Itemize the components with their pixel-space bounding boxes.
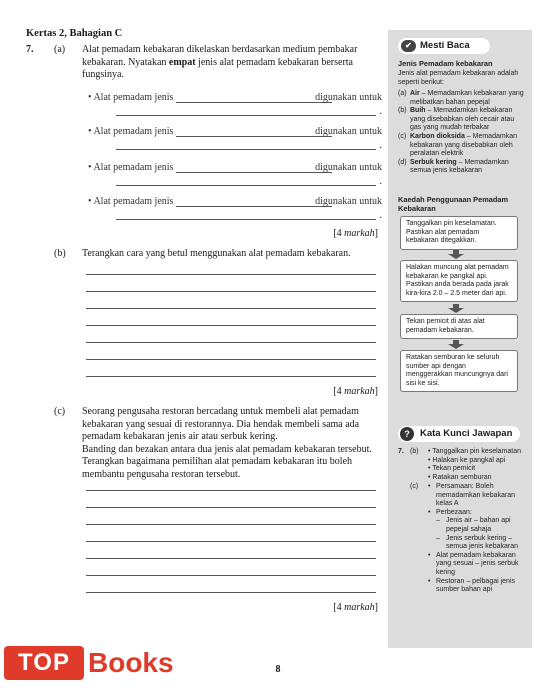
bullet-suffix: digunakan untuk xyxy=(315,126,382,137)
answer-line[interactable] xyxy=(86,524,376,525)
answer-line[interactable] xyxy=(86,308,376,309)
answer-line[interactable] xyxy=(176,206,332,207)
answer-line[interactable] xyxy=(86,274,376,275)
jenis-list xyxy=(398,90,526,176)
answer-line[interactable] xyxy=(86,592,376,593)
bullet-label: • Alat pemadam jenis xyxy=(88,126,174,137)
logo-top: TOP xyxy=(4,646,84,680)
part-c-paragraph-2: Banding dan bezakan antara dua jenis alat pemadam kebakaran tersebut. Terangkan bagaimana pemilihan alat pemadam kebakaran itu boleh membantu pengusaha restoran tersebut. xyxy=(82,443,372,480)
answer-c-label: (c) xyxy=(410,483,419,490)
bullet-end: . xyxy=(379,210,382,221)
answer-item: • Tanggalkan pin keselamatan xyxy=(428,448,522,455)
answer-line[interactable] xyxy=(116,115,376,116)
answer-line[interactable] xyxy=(86,376,376,377)
bullet-row-4 xyxy=(88,196,382,220)
answer-line[interactable] xyxy=(116,185,376,186)
answer-line[interactable] xyxy=(86,490,376,491)
step-4: Ratakan semburan ke seluruh sumber api dengan menggerakkan muncungnya dari sisi ke sisi. xyxy=(400,350,518,392)
answer-line[interactable] xyxy=(86,359,376,360)
part-c-label: (c) xyxy=(54,406,66,417)
down-arrow-icon xyxy=(448,340,464,349)
down-arrow-icon xyxy=(448,250,464,259)
answer-item: • Restoran – pelbagai jenis sumber bahan api xyxy=(428,577,515,594)
logo-books: Books xyxy=(88,647,174,678)
topbooks-logo xyxy=(4,642,184,682)
answer-item: • Alat pemadam kebakaran yang sesuai – jenis serbuk kering xyxy=(428,551,519,576)
kata-kunci-header: ? Kata Kunci Jawapan xyxy=(398,426,520,442)
answer-line[interactable] xyxy=(86,575,376,576)
part-a-label: (a) xyxy=(54,44,66,55)
answer-number: 7. xyxy=(398,448,404,455)
bullet-row-3 xyxy=(88,162,382,186)
bullet-suffix: digunakan untuk xyxy=(315,92,382,103)
jenis-intro: Jenis alat pemadam kebakaran adalah seperti berikut: xyxy=(398,70,519,86)
down-arrow-icon xyxy=(448,304,464,313)
step-3: Tekan pemicit di atas alat pemadam kebakaran. xyxy=(400,314,518,339)
question-7 xyxy=(26,44,382,624)
answer-line[interactable] xyxy=(176,136,332,137)
answer-line[interactable] xyxy=(86,558,376,559)
answer-line[interactable] xyxy=(116,149,376,150)
answer-line[interactable] xyxy=(86,325,376,326)
part-c-marks: [4 markah] xyxy=(333,602,378,613)
part-c-text xyxy=(82,406,382,481)
bullet-suffix: digunakan untuk xyxy=(315,162,382,173)
answer-item: – Jenis air – bahan api pepejal sahaja xyxy=(436,517,511,533)
bullet-end: . xyxy=(379,176,382,187)
answer-b-list xyxy=(428,448,526,482)
mesti-baca-header: ✔ Mesti Baca xyxy=(398,38,490,54)
answer-line[interactable] xyxy=(86,342,376,343)
bullet-suffix: digunakan untuk xyxy=(315,196,382,207)
answer-line[interactable] xyxy=(86,291,376,292)
answer-item: – Jenis serbuk kering – semua jenis kebakaran xyxy=(436,534,518,551)
part-b-marks: [4 markah] xyxy=(333,386,378,397)
key-icon: ? xyxy=(400,427,414,441)
bullet-label: • Alat pemadam jenis xyxy=(88,162,174,173)
list-item: (c) Karbon dioksida – Memadamkan kebakaran yang disebabkan oleh peralatan elektrik xyxy=(398,132,517,158)
bullet-row-2 xyxy=(88,126,382,150)
jenis-title: Jenis Pemadam kebakaran xyxy=(398,59,493,68)
bullet-label: • Alat pemadam jenis xyxy=(88,196,174,207)
sidebar xyxy=(388,30,532,648)
section-title: Kertas 2, Bahagian C xyxy=(26,28,123,39)
kaedah-title: Kaedah Penggunaan Pemadam Kebakaran xyxy=(398,195,509,213)
answer-item: • Persamaan: Boleh memadamkan kebakaran kelas A xyxy=(428,483,515,508)
check-icon: ✔ xyxy=(401,40,416,52)
answer-item: • Halakan ke pangkal api xyxy=(428,456,506,464)
bold-keyword: empat xyxy=(168,56,196,68)
page-number: 8 xyxy=(275,664,281,675)
question-number: 7. xyxy=(26,44,34,55)
answer-line[interactable] xyxy=(116,219,376,220)
answer-line[interactable] xyxy=(86,541,376,542)
step-2: Halakan muncung alat pemadam kebakaran ke pangkal api. Pastikan anda berada pada jarak kira-kira 2.0 – 2.5 meter dari api. xyxy=(400,260,518,302)
bullet-end: . xyxy=(379,140,382,151)
answer-b-label: (b) xyxy=(410,448,419,455)
answer-item: • Ratakan semburan xyxy=(428,473,492,481)
list-item: (b) Buih – Memadamkan kebakaran yang disebabkan oleh cecair atau gas yang mudah terbakar xyxy=(398,107,515,132)
bullet-end: . xyxy=(379,106,382,117)
answer-item: • Perbezaan: xyxy=(428,508,472,516)
step-1: Tanggalkan pin keselamatan. Pastikan alat pemadam kebakaran ditegakkan. xyxy=(400,216,518,250)
answer-line[interactable] xyxy=(86,507,376,508)
part-b-label: (b) xyxy=(54,248,66,259)
answer-item: • Tekan pemicit xyxy=(428,465,476,473)
part-b-text: Terangkan cara yang betul menggunakan alat pemadam kebakaran. xyxy=(82,248,351,259)
part-c-paragraph-1: Seorang pengusaha restoran bercadang untuk membeli alat pemadam kebakaran yang sesuai di restorannya. Dia hendak membeli sama ada pemadam kebakaran jenis air atau serbuk kering. xyxy=(82,406,360,442)
answer-c-list xyxy=(428,483,522,595)
part-a-text: Alat pemadam kebakaran dikelaskan berdasarkan medium pembakar kebakaran. Nyatakan empat jenis alat pemadam kebakaran berserta fungsinya. xyxy=(82,44,358,80)
answer-line[interactable] xyxy=(176,102,332,103)
bullet-label: • Alat pemadam jenis xyxy=(88,92,174,103)
answer-line[interactable] xyxy=(176,172,332,173)
list-item: (d) Serbuk kering – Memadamkan semua jenis kebakaran xyxy=(398,158,509,175)
bullet-row-1 xyxy=(88,92,382,116)
list-item: (a) Air – Memadamkan kebakaran yang melibatkan bahan pepejal xyxy=(398,90,524,106)
part-a-marks: [4 markah] xyxy=(333,228,378,239)
